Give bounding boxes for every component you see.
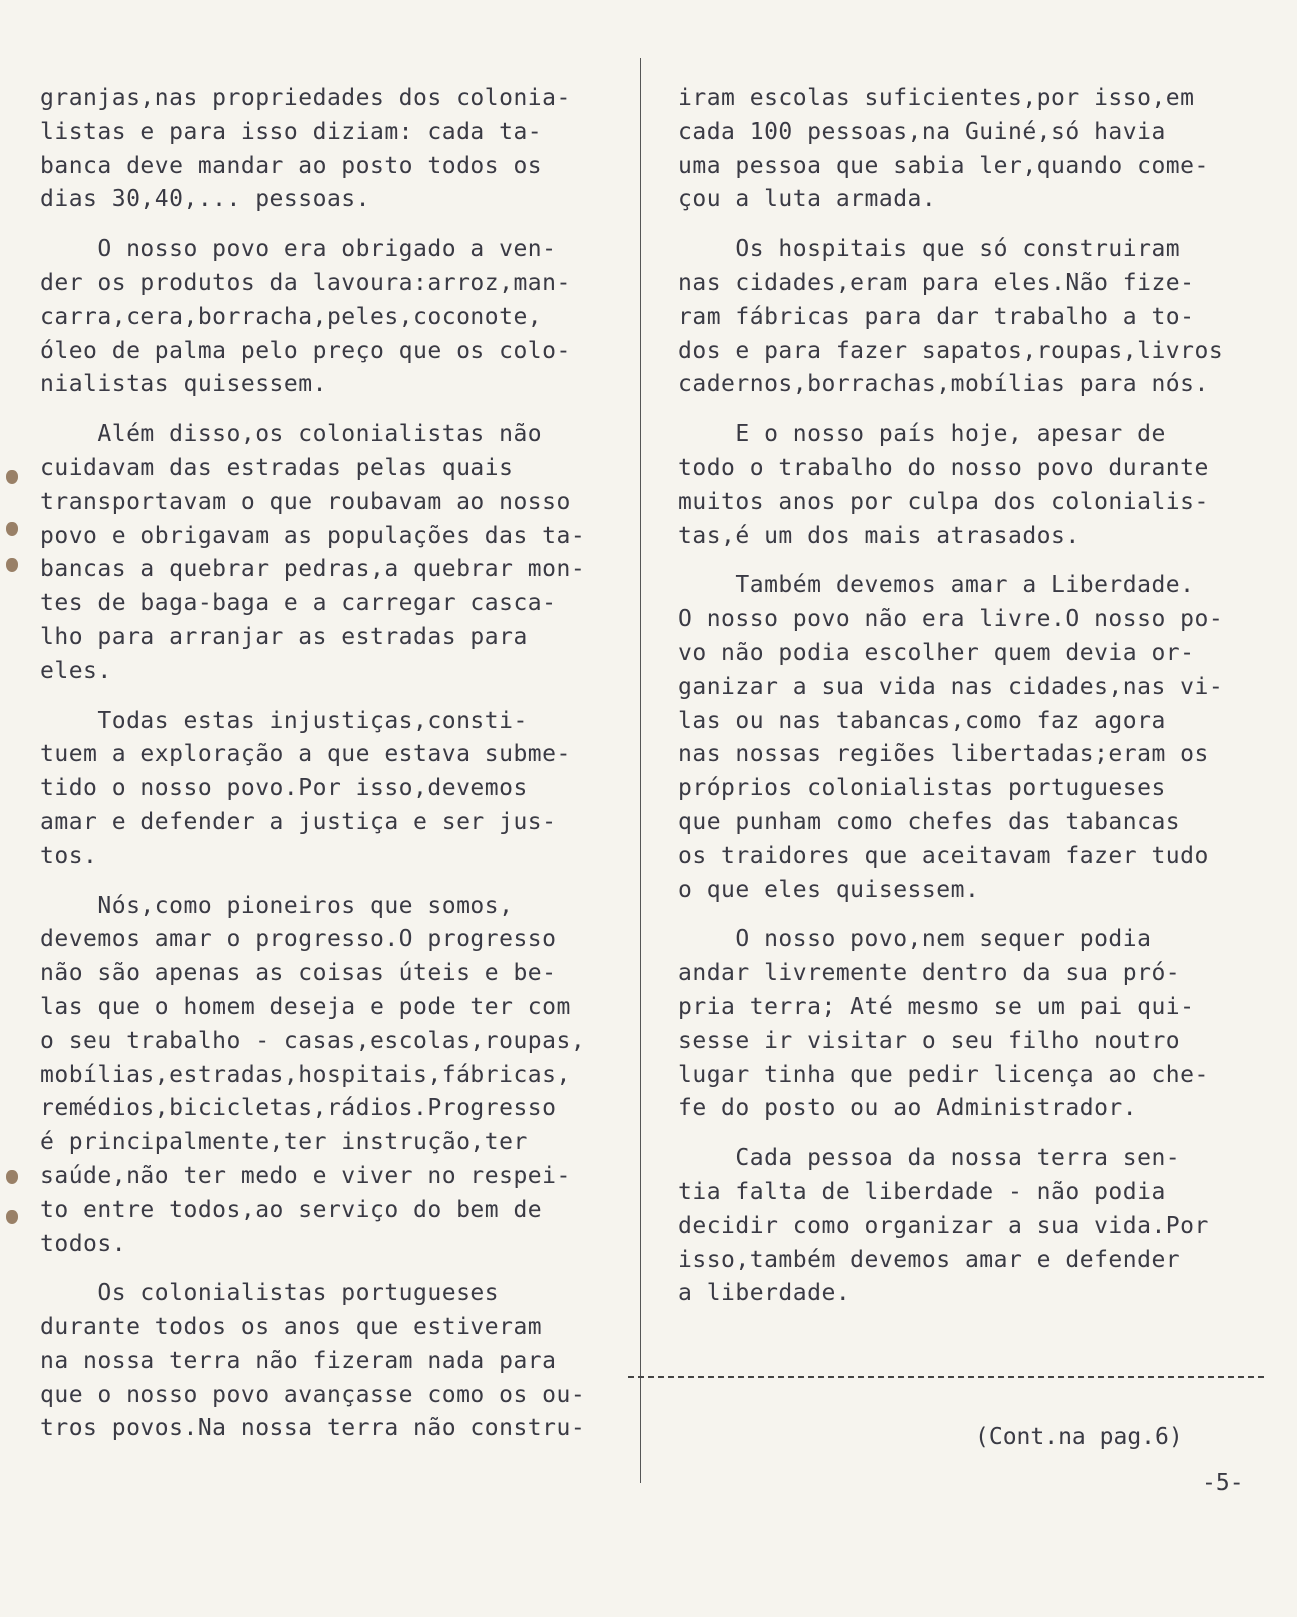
text-line: banca deve mandar ao posto todos os: [40, 152, 543, 179]
text-line: tido o nosso povo.Por isso,devemos: [40, 775, 528, 802]
text-line: O nosso povo era obrigado a ven-: [40, 236, 557, 263]
text-line: isso,também devemos amar e defender: [678, 1246, 1181, 1273]
right-column: [678, 82, 1278, 1327]
paragraph: [40, 418, 625, 688]
text-line: cadernos,borrachas,mobílias para nós.: [678, 371, 1209, 398]
text-line: muitos anos por culpa dos colonialis-: [678, 488, 1209, 515]
text-line: vo não podia escolher quem devia or-: [678, 639, 1195, 666]
text-line: mobílias,estradas,hospitais,fábricas,: [40, 1061, 571, 1088]
text-line: saúde,não ter medo e viver no respei-: [40, 1162, 571, 1189]
paragraph: [678, 569, 1278, 907]
text-line: pria terra; Até mesmo se um pai qui-: [678, 993, 1195, 1020]
text-line: tia falta de liberdade - não podia: [678, 1178, 1166, 1205]
text-line: Os hospitais que só construiram: [678, 236, 1181, 263]
paragraph: [40, 890, 625, 1262]
text-line: nas cidades,eram para eles.Não fize-: [678, 269, 1195, 296]
text-line: tos.: [40, 842, 98, 869]
text-line: iram escolas suficientes,por isso,em: [678, 85, 1195, 111]
text-line: que punham como chefes das tabancas: [678, 808, 1181, 835]
text-line: dos e para fazer sapatos,roupas,livros: [678, 337, 1224, 364]
text-line: E o nosso país hoje, apesar de: [678, 421, 1166, 448]
text-line: las ou nas tabancas,como faz agora: [678, 707, 1166, 734]
text-line: durante todos os anos que estiveram: [40, 1314, 543, 1341]
text-line: todo o trabalho do nosso povo durante: [678, 454, 1209, 481]
text-line: nas nossas regiões libertadas;eram os: [678, 741, 1209, 768]
text-line: çou a luta armada.: [678, 186, 937, 213]
text-line: uma pessoa que sabia ler,quando come-: [678, 152, 1209, 179]
text-line: cuidavam das estradas pelas quais: [40, 454, 514, 481]
left-column: [40, 82, 625, 1462]
text-line: óleo de palma pelo preço que os colo-: [40, 337, 571, 364]
paragraph: [40, 1277, 625, 1446]
text-line: eles.: [40, 657, 112, 684]
text-line: dias 30,40,... pessoas.: [40, 186, 370, 213]
text-line: Além disso,os colonialistas não: [40, 421, 543, 448]
text-line: na nossa terra não fizeram nada para: [40, 1347, 557, 1374]
text-line: fe do posto ou ao Administrador.: [678, 1095, 1138, 1122]
paragraph: [678, 418, 1278, 553]
text-line: não são apenas as coisas úteis e be-: [40, 960, 557, 987]
text-line: cada 100 pessoas,na Guiné,só havia: [678, 118, 1166, 145]
text-line: granjas,nas propriedades dos colonia-: [40, 85, 571, 111]
column-divider: [640, 58, 641, 1483]
text-line: povo e obrigavam as populações das ta-: [40, 522, 586, 549]
text-line: lugar tinha que pedir licença ao che-: [678, 1061, 1209, 1088]
paragraph: [678, 1142, 1278, 1311]
text-line: todos.: [40, 1230, 127, 1257]
text-line: bancas a quebrar pedras,a quebrar mon-: [40, 556, 586, 583]
text-line: transportavam o que roubavam ao nosso: [40, 488, 571, 515]
text-line: Também devemos amar a Liberdade.: [678, 572, 1195, 599]
text-line: tas,é um dos mais atrasados.: [678, 522, 1080, 549]
text-line: é principalmente,ter instrução,ter: [40, 1129, 528, 1156]
text-line: próprios colonialistas portugueses: [678, 775, 1166, 802]
text-line: decidir como organizar a sua vida.Por: [678, 1212, 1209, 1239]
paragraph: [678, 82, 1278, 217]
text-line: que o nosso povo avançasse como os ou-: [40, 1381, 586, 1408]
text-line: a liberdade.: [678, 1280, 851, 1307]
paragraph: [40, 705, 625, 874]
text-line: nialistas quisessem.: [40, 371, 327, 398]
paragraph: [678, 923, 1278, 1126]
text-line: Cada pessoa da nossa terra sen-: [678, 1145, 1181, 1172]
text-line: ram fábricas para dar trabalho a to-: [678, 303, 1195, 330]
text-line: lho para arranjar as estradas para: [40, 623, 528, 650]
text-line: Os colonialistas portugueses: [40, 1280, 500, 1307]
text-line: Todas estas injustiças,consti-: [40, 707, 528, 734]
page-number: -5-: [1202, 1470, 1244, 1496]
text-line: der os produtos da lavoura:arroz,man-: [40, 269, 571, 296]
text-line: sesse ir visitar o seu filho noutro: [678, 1027, 1181, 1054]
text-line: carra,cera,borracha,peles,coconote,: [40, 303, 543, 330]
text-line: o que eles quisessem.: [678, 876, 980, 903]
text-line: O nosso povo,nem sequer podia: [678, 926, 1152, 953]
text-line: las que o homem deseja e pode ter com: [40, 993, 571, 1020]
paragraph: [40, 82, 625, 217]
text-line: O nosso povo não era livre.O nosso po-: [678, 606, 1224, 633]
text-line: devemos amar o progresso.O progresso: [40, 926, 557, 953]
text-line: os traidores que aceitavam fazer tudo: [678, 842, 1209, 869]
text-line: remédios,bicicletas,rádios.Progresso: [40, 1095, 557, 1122]
text-line: amar e defender a justiça e ser jus-: [40, 808, 557, 835]
text-line: o seu trabalho - casas,escolas,roupas,: [40, 1027, 586, 1054]
text-line: tros povos.Na nossa terra não constru-: [40, 1415, 586, 1442]
text-line: to entre todos,ao serviço do bem de: [40, 1196, 543, 1223]
continuation-note: (Cont.na pag.6): [975, 1424, 1183, 1450]
section-rule: [628, 1376, 1264, 1378]
text-line: Nós,como pioneiros que somos,: [40, 892, 514, 919]
text-line: andar livremente dentro da sua pró-: [678, 960, 1181, 987]
text-line: tuem a exploração a que estava subme-: [40, 741, 571, 768]
text-line: ganizar a sua vida nas cidades,nas vi-: [678, 673, 1224, 700]
text-line: tes de baga-baga e a carregar casca-: [40, 590, 557, 617]
paragraph: [678, 233, 1278, 402]
paragraph: [40, 233, 625, 402]
text-line: listas e para isso diziam: cada ta-: [40, 118, 543, 145]
